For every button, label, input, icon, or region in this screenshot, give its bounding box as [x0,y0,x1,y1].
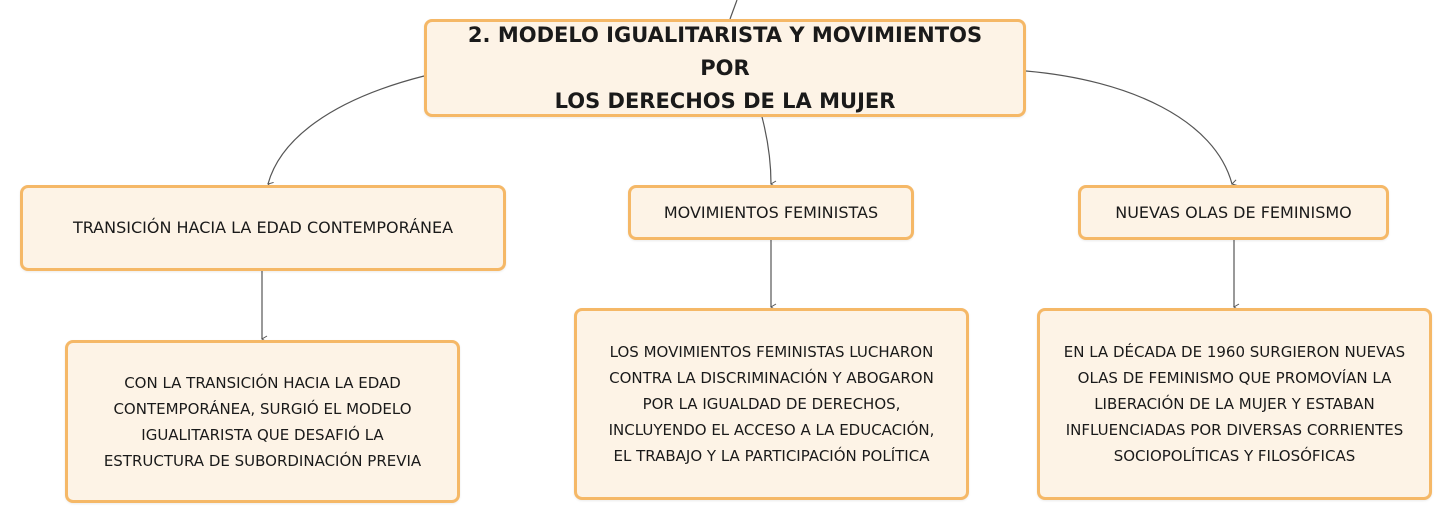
detail-node-olas[interactable] [1037,308,1432,500]
branch-label-olas: NUEVAS OLAS DE FEMINISMO [1115,202,1352,222]
detail-line: SOCIOPOLÍTICAS Y FILOSÓFICAS [1113,447,1356,465]
detail-text-transicion [94,370,431,474]
detail-text-olas [1054,339,1415,469]
detail-line: IGUALITARISTA QUE DESAFIÓ LA [141,425,384,444]
detail-text-movimientos [599,339,945,469]
detail-node-transicion[interactable] [65,340,460,503]
detail-line: CONTRA LA DISCRIMINACIÓN Y ABOGARON [609,369,934,387]
detail-line: CON LA TRANSICIÓN HACIA LA EDAD [124,373,401,392]
connector-root-to-movimientos [762,117,771,184]
branch-node-olas[interactable] [1078,185,1389,240]
detail-line: LOS MOVIMIENTOS FEMINISTAS LUCHARON [609,343,934,361]
branch-label-movimientos: MOVIMIENTOS FEMINISTAS [663,202,879,222]
connector-root-to-transicion [268,76,424,184]
detail-line: OLAS DE FEMINISMO QUE PROMOVÍAN LA [1077,369,1392,387]
detail-line: INFLUENCIADAS POR DIVERSAS CORRIENTES [1065,421,1404,439]
detail-line: INCLUYENDO EL ACCESO A LA EDUCACIÓN, [608,421,935,439]
detail-line: EL TRABAJO Y LA PARTICIPACIÓN POLÍTICA [613,447,930,465]
central-topic-text [427,19,1023,118]
central-topic-line-1: 2. MODELO IGUALITARISTA Y MOVIMIENTOS POR [467,22,983,80]
detail-line: EN LA DÉCADA DE 1960 SURGIERON NUEVAS [1063,343,1406,361]
branch-node-movimientos[interactable] [628,185,914,240]
branch-node-transicion[interactable] [20,185,506,271]
central-topic-line-2: LOS DERECHOS DE LA MUJER [554,88,896,113]
connector-root-to-olas [1026,71,1232,184]
detail-line: CONTEMPORÁNEA, SURGIÓ EL MODELO [113,399,412,418]
detail-line: POR LA IGUALDAD DE DERECHOS, [642,395,901,413]
central-topic-node[interactable] [424,19,1026,117]
detail-line: ESTRUCTURA DE SUBORDINACIÓN PREVIA [103,451,422,470]
connector-incoming [730,0,737,19]
detail-node-movimientos[interactable] [574,308,969,500]
detail-line: LIBERACIÓN DE LA MUJER Y ESTABAN [1094,395,1375,413]
branch-label-transicion: TRANSICIÓN HACIA LA EDAD CONTEMPORÁNEA [72,218,454,237]
